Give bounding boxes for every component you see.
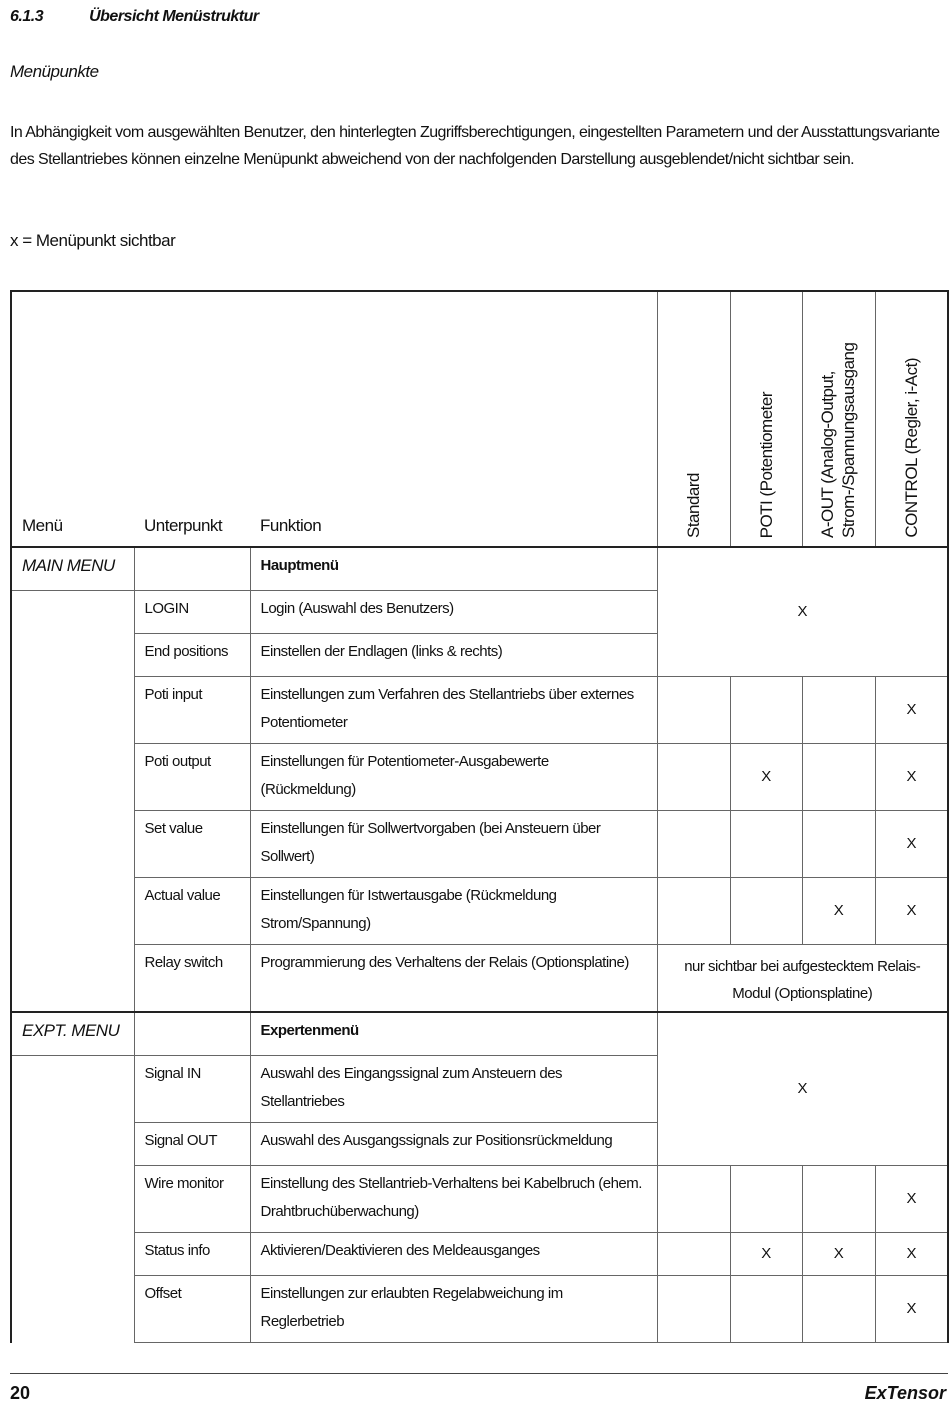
submenu-cell: Poti input xyxy=(134,677,250,744)
submenu-cell xyxy=(134,1012,250,1056)
submenu-cell: Relay switch xyxy=(134,945,250,1013)
visibility-mark xyxy=(657,1276,730,1343)
submenu-cell: End positions xyxy=(134,634,250,677)
function-cell: Einstellungen für Sollwertvorgaben (bei Ansteuern über Sollwert) xyxy=(250,811,657,878)
visibility-mark xyxy=(802,1166,875,1233)
submenu-cell: Signal IN xyxy=(134,1056,250,1123)
table-row xyxy=(11,878,948,945)
header-control: CONTROL (Regler, i-Act) xyxy=(875,291,948,547)
menu-structure-table xyxy=(10,290,949,1343)
visibility-all: X xyxy=(657,1012,948,1166)
function-cell: Einstellungen für Istwertausgabe (Rückmeldung Strom/Spannung) xyxy=(250,878,657,945)
function-cell: Einstellung des Stellantrieb-Verhaltens bei Kabelbruch (ehem. Drahtbruchüberwachung) xyxy=(250,1166,657,1233)
table-row xyxy=(11,945,948,1013)
function-cell: Auswahl des Eingangssignal zum Ansteuern des Stellantriebes xyxy=(250,1056,657,1123)
submenu-cell: Poti output xyxy=(134,744,250,811)
table-row xyxy=(11,677,948,744)
visibility-mark xyxy=(802,677,875,744)
visibility-mark: X xyxy=(730,1233,802,1276)
submenu-cell: Signal OUT xyxy=(134,1123,250,1166)
visibility-all: X xyxy=(657,547,948,677)
header-row xyxy=(11,291,948,547)
function-cell: Einstellungen zum Verfahren des Stellantriebs über externes Potentiometer xyxy=(250,677,657,744)
menu-name: MAIN MENU xyxy=(11,547,134,591)
table-row xyxy=(11,1166,948,1233)
table-row xyxy=(11,811,948,878)
visibility-mark xyxy=(802,744,875,811)
function-cell: Einstellungen zur erlaubten Regelabweichung im Reglerbetrieb xyxy=(250,1276,657,1343)
visibility-mark: X xyxy=(802,1233,875,1276)
section-heading xyxy=(10,8,305,26)
table-row xyxy=(11,1276,948,1343)
visibility-mark xyxy=(657,878,730,945)
function-cell: Auswahl des Ausgangssignals zur Positionsrückmeldung xyxy=(250,1123,657,1166)
function-cell: Login (Auswahl des Benutzers) xyxy=(250,591,657,634)
legend-text: x = Menüpunkt sichtbar xyxy=(10,231,176,250)
section-number: 6.1.3 xyxy=(10,8,44,25)
header-standard: Standard xyxy=(657,291,730,547)
visibility-mark: X xyxy=(875,1233,948,1276)
visibility-mark xyxy=(657,1166,730,1233)
visibility-mark xyxy=(802,1276,875,1343)
subtitle: Menüpunkte xyxy=(10,62,99,81)
menu-spacer xyxy=(11,1056,134,1343)
brand-name: ExTensor xyxy=(864,1383,946,1403)
function-cell: Einstellungen für Potentiometer-Ausgabewerte (Rückmeldung) xyxy=(250,744,657,811)
section-title: Übersicht Menüstruktur xyxy=(89,8,259,25)
visibility-mark: X xyxy=(875,811,948,878)
visibility-mark xyxy=(657,1233,730,1276)
submenu-cell: Wire monitor xyxy=(134,1166,250,1233)
visibility-mark xyxy=(657,677,730,744)
function-cell: Einstellen der Endlagen (links & rechts) xyxy=(250,634,657,677)
visibility-mark: X xyxy=(875,1276,948,1343)
menu-name: EXPT. MENU xyxy=(11,1012,134,1056)
menu-spacer xyxy=(11,591,134,1013)
header-poti: POTI (Potentiometer xyxy=(730,291,802,547)
visibility-mark xyxy=(730,811,802,878)
header-submenu: Unterpunkt xyxy=(134,291,250,547)
submenu-cell: Offset xyxy=(134,1276,250,1343)
submenu-cell: Actual value xyxy=(134,878,250,945)
visibility-mark xyxy=(730,878,802,945)
visibility-mark xyxy=(730,677,802,744)
function-cell: Hauptmenü xyxy=(250,547,657,591)
menu-group-row xyxy=(11,1012,948,1056)
intro-paragraph: In Abhängigkeit vom ausgewählten Benutzer, den hinterlegten Zugriffsberechtigungen, eingestellten Parametern und der Ausstattungsvariante des Stellantriebes können einzelne Menüpunkt abweichend von der nachfolgenden Darstellung ausgeblendet/nicht sichtbar sein. xyxy=(10,124,940,168)
visibility-mark: X xyxy=(875,677,948,744)
header-menu: Menü xyxy=(11,291,134,547)
visibility-mark xyxy=(730,1276,802,1343)
visibility-mark: X xyxy=(730,744,802,811)
function-cell: Expertenmenü xyxy=(250,1012,657,1056)
visibility-mark xyxy=(657,744,730,811)
function-cell: Programmierung des Verhaltens der Relais (Optionsplatine) xyxy=(250,945,657,1013)
submenu-cell: Status info xyxy=(134,1233,250,1276)
menu-group-row xyxy=(11,547,948,591)
visibility-mark: X xyxy=(875,1166,948,1233)
submenu-cell: LOGIN xyxy=(134,591,250,634)
submenu-cell: Set value xyxy=(134,811,250,878)
header-aout: A-OUT (Analog-Output, Strom-/Spannungsausgang xyxy=(802,291,875,547)
footer-divider xyxy=(10,1373,948,1374)
table-row xyxy=(11,744,948,811)
visibility-mark xyxy=(657,811,730,878)
visibility-note: nur sichtbar bei aufgestecktem Relais-Modul (Optionsplatine) xyxy=(657,945,948,1013)
visibility-mark xyxy=(802,811,875,878)
visibility-mark: X xyxy=(875,744,948,811)
visibility-mark: X xyxy=(802,878,875,945)
visibility-mark xyxy=(730,1166,802,1233)
header-function: Funktion xyxy=(250,291,657,547)
page-number: 20 xyxy=(10,1383,31,1403)
table-row xyxy=(11,1233,948,1276)
function-cell: Aktivieren/Deaktivieren des Meldeausganges xyxy=(250,1233,657,1276)
submenu-cell xyxy=(134,547,250,591)
visibility-mark: X xyxy=(875,878,948,945)
